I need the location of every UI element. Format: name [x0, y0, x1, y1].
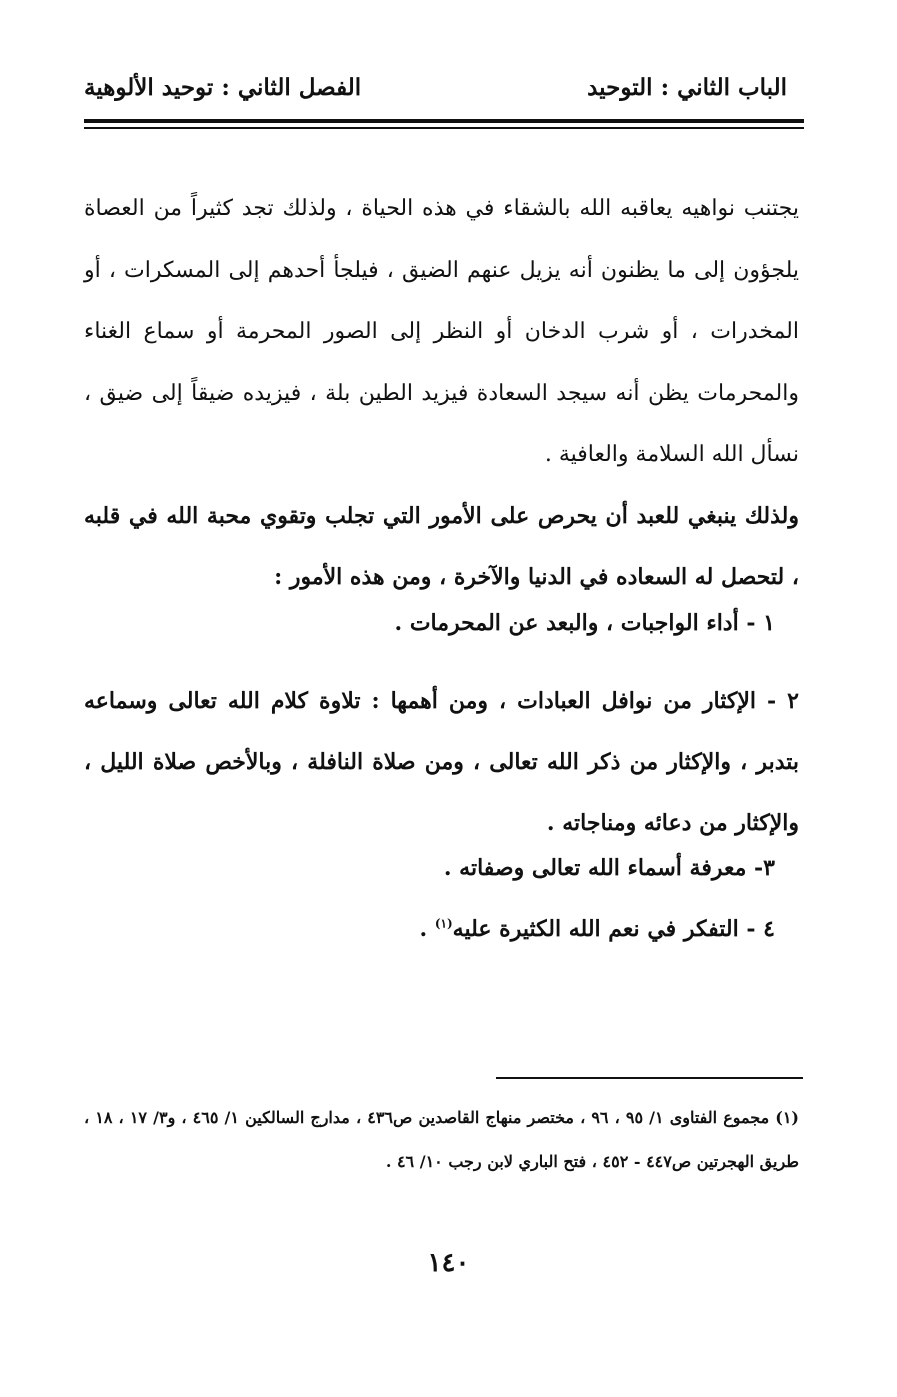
footnote-separator [496, 1077, 803, 1079]
list-item-2: ٢ - الإكثار من نوافل العبادات ، ومن أهمها : تلاوة كلام الله تعالى وسماعه بتدبر ، والإكثار من ذكر الله تعالى ، ومن صلاة النافلة ، وبالأخص صلاة الليل ، والإكثار من دعائه ومناجاته . [84, 688, 799, 836]
footnote-reference[interactable]: (١) [434, 916, 453, 931]
section-header: الفصل الثاني : توحيد الألوهية [84, 74, 362, 101]
paragraph-1: يجتنب نواهيه يعاقبه الله بالشقاء في هذه الحياة ، ولذلك تجد كثيراً من العصاة يلجؤون إلى ما يظنون أنه يزيل عنهم الضيق ، فيلجأ أحدهم إلى المسكرات ، أو المخدرات ، أو شرب الدخان أو النظر إلى الصور المحرمة أو سماع الغناء والمحرمات يظن أنه سيجد السعادة فيزيد الطين بلة ، فيزيده ضيقاً إلى ضيق ، نسأل الله السلامة والعافية . [84, 196, 799, 467]
footnote: (١) مجموع الفتاوى ١/ ٩٥ ، ٩٦ ، مختصر منهاج القاصدين ص٤٣٦ ، مدارج السالكين ١/ ٤٦٥ ، و٣/ ١٧ ، ١٨ ، طريق الهجرتين ص٤٤٧ - ٤٥٢ ، فتح الباري لابن رجب ١٠/ ٤٦ . [84, 1108, 799, 1171]
list-item-4 [420, 916, 775, 942]
paragraph-2: ولذلك ينبغي للعبد أن يحرص على الأمور التي تجلب وتقوي محبة الله في قلبه ، لتحصل له السعاده في الدنيا والآخرة ، ومن هذه الأمور : [84, 503, 799, 590]
list-item-3: ٣- معرفة أسماء الله تعالى وصفاته . [443, 855, 775, 881]
list-item-4-end: . [419, 916, 435, 942]
list-item-4-text: ٤ - التفكر في نعم الله الكثيرة عليه [452, 916, 775, 942]
header-rule-thin [84, 127, 804, 129]
page-number: ١٤٠ [427, 1248, 470, 1278]
chapter-header: الباب الثاني : التوحيد [587, 74, 787, 101]
list-item-1: ١ - أداء الواجبات ، والبعد عن المحرمات . [394, 610, 775, 636]
header-rule-thick [84, 119, 804, 123]
